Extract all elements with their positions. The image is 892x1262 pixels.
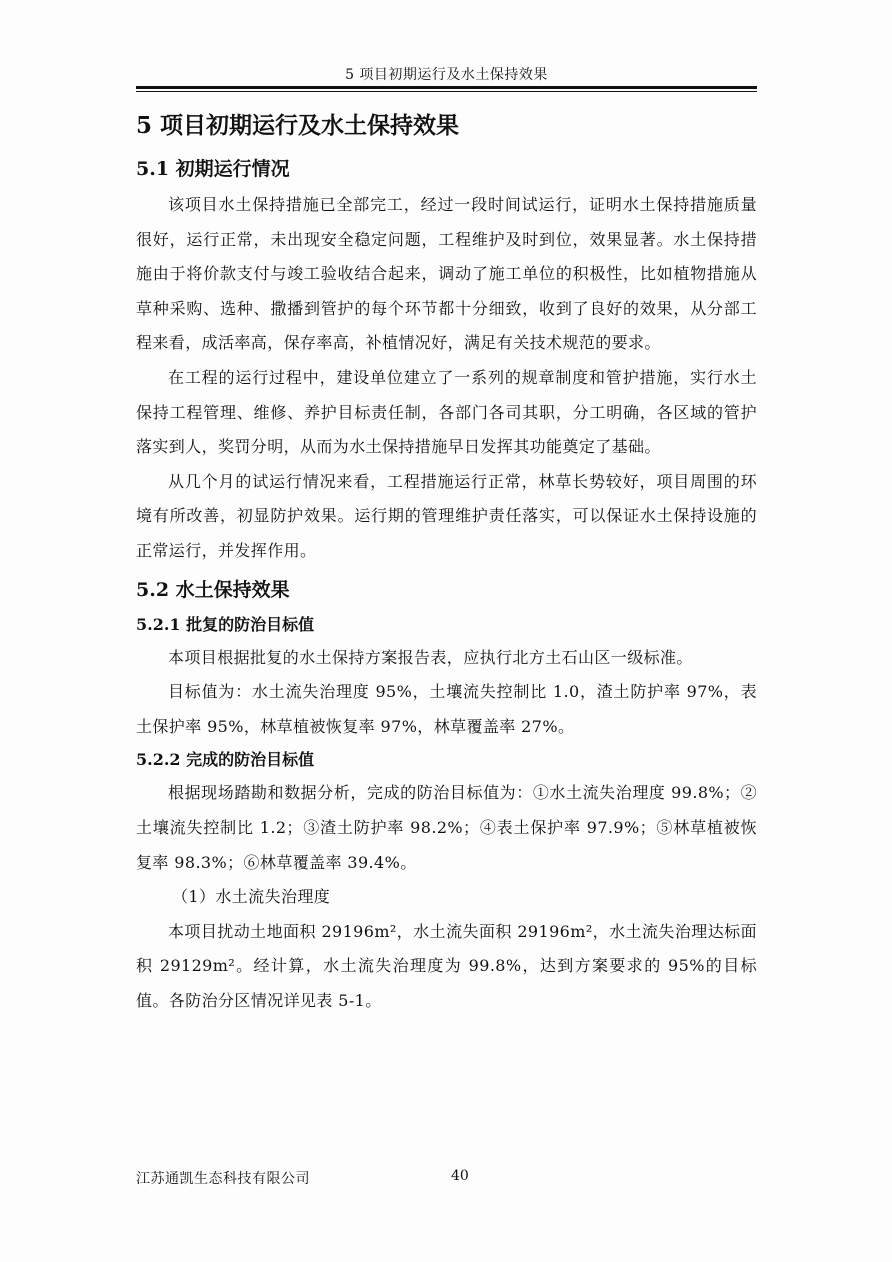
page-content [136,104,757,1018]
section-5-2-title: 5.2 水土保持效果 [136,578,290,601]
chapter-title: 5 项目初期运行及水土保持效果 [136,112,460,139]
header-rule-thin [136,91,757,92]
item-1-title: （1）水土流失治理度 [172,887,331,907]
section-5-2-1-paragraph-2: 目标值为：水土流失治理度 95%，土壤流失控制比 1.0，渣土防护率 97%，表土保护率 95%，林草植被恢复率 97%，林草覆盖率 27%。 [136,682,757,736]
section-5-1-paragraph-2: 在工程的运行过程中，建设单位建立了一系列的规章制度和管护措施，实行水土保持工程管理、维修、养护目标责任制，各部门各司其职，分工明确，各区域的管护落实到人，奖罚分明，从而为水土保持措施早日发挥其功能奠定了基础。 [136,367,757,457]
section-5-2-2-paragraph-1: 根据现场踏勘和数据分析，完成的防治目标值为：①水土流失治理度 99.8%；②土壤流失控制比 1.2；③渣土防护率 98.2%；④表土保护率 97.9%；⑤林草植被恢复率 98.3%；⑥林草覆盖率 39.4%。 [136,783,757,872]
page-number: 40 [451,1168,469,1184]
section-5-2-2-title: 5.2.2 完成的防治目标值 [136,750,315,770]
section-5-2-1-paragraph-1: 本项目根据批复的水土保持方案报告表，应执行北方土石山区一级标准。 [168,647,693,667]
section-5-1-paragraph-1: 该项目水土保持措施已全部完工，经过一段时间试运行，证明水土保持措施质量很好，运行正常，未出现安全稳定问题，工程维护及时到位，效果显著。水土保持措施由于将价款支付与竣工验收结合起来，调动了施工单位的积极性，比如植物措施从草种采购、选种、撒播到管护的每个环节都十分细致，收到了良好的效果，从分部工程来看，成活率高，保存率高，补植情况好，满足有关技术规范的要求。 [136,195,757,353]
section-5-1-title: 5.1 初期运行情况 [136,158,290,180]
item-1-paragraph: 本项目扰动土地面积 29196m²，水土流失面积 29196m²，水土流失治理达标面积 29129m²。经计算，水土流失治理度为 99.8%，达到方案要求的 95%的目标值。各防治分区情况详见表 5-1。 [136,921,757,1010]
section-5-2-1-title: 5.2.1 批复的防治目标值 [136,614,315,634]
section-5-1-paragraph-3: 从几个月的试运行情况来看，工程措施运行正常，林草长势较好，项目周围的环境有所改善，初显防护效果。运行期的管理维护责任落实，可以保证水土保持设施的正常运行，并发挥作用。 [136,471,757,560]
footer-company: 江苏通凯生态科技有限公司 [136,1171,310,1187]
header-rule-thick [136,86,757,89]
running-header: 5 项目初期运行及水土保持效果 [345,67,548,83]
